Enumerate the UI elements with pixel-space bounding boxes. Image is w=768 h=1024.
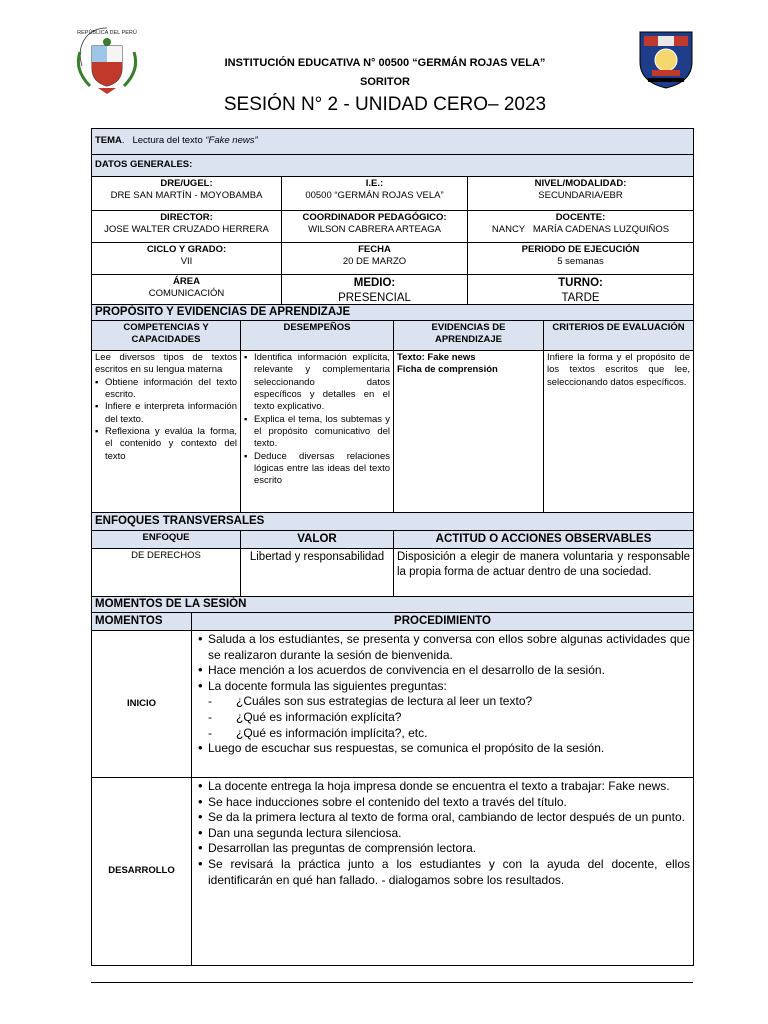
col-valor: VALOR: [241, 531, 394, 549]
proposito-heading: PROPÓSITO Y EVIDENCIAS DE APRENDIZAJE: [92, 305, 694, 321]
medio-label: MEDIO:: [353, 277, 396, 289]
turno-label: TURNO:: [558, 277, 603, 289]
list-item: • La docente entrega la hoja impresa donde se encuentra el texto a trabajar: Fake news.: [198, 779, 690, 795]
col-evidencias: EVIDENCIAS DE APRENDIZAJE: [394, 321, 544, 351]
periodo-label: PERIODO DE EJECUCIÓN: [521, 244, 640, 255]
list-item: • La docente formula las siguientes preguntas:: [198, 679, 690, 695]
valor-value: Libertad y responsabilidad: [241, 548, 394, 600]
evidencia-ficha: Ficha de comprensión: [397, 364, 498, 376]
docente-value: NANCY MARÍA CADENAS LUZQUIÑOS: [491, 224, 670, 236]
list-item: • Desarrollan las preguntas de comprensión lectora.: [198, 841, 690, 857]
area-label: ÁREA: [173, 276, 200, 287]
list-item: • Saluda a los estudiantes, se presenta y conversa con ellos sobre algunas actividades que se realizaron durante la sesión de bienvenida.: [198, 632, 690, 663]
col-enfoque: ENFOQUE: [92, 531, 241, 549]
ciclo-value: VII: [180, 256, 193, 268]
col-momentos: MOMENTOS: [92, 613, 192, 631]
ciclo-label: CICLO Y GRADO:: [146, 244, 227, 255]
dre-value: DRE SAN MARTÍN - MOYOBAMBA: [110, 190, 263, 202]
periodo-value: 5 semanas: [557, 256, 604, 268]
coordinador-value: WILSON CABRERA ARTEAGA: [308, 224, 441, 236]
list-item: ▪ Reflexiona y evalúa la forma, el contenido y contexto del texto: [95, 426, 237, 463]
coordinador-label: COORDINADOR PEDAGÓGICO:: [302, 212, 447, 223]
list-item: ▪ Obtiene información del texto escrito.: [95, 377, 237, 402]
footer-divider: [91, 982, 693, 983]
desempenos-list: [244, 352, 390, 488]
list-item: • Se da la primera lectura al texto de forma oral, cambiando de lector después de un punto.: [198, 810, 690, 826]
tema-value: “Fake news”: [205, 135, 258, 147]
actitud-value: Disposición a elegir de manera voluntaria y responsable la propia forma de actuar dentro de una sociedad.: [394, 548, 694, 600]
enfoque-value: DE DERECHOS: [92, 548, 241, 600]
general-data-table: [91, 128, 694, 308]
list-item: - ¿Cuáles son sus estrategias de lectura al leer un texto?: [208, 694, 690, 710]
list-item: - ¿Qué es información explícita?: [208, 710, 690, 726]
turno-value: TARDE: [561, 291, 600, 304]
col-desempenos: DESEMPEÑOS: [241, 321, 394, 351]
institution-name: INSTITUCIÓN EDUCATIVA N° 00500 “GERMÁN ROJAS VELA”: [224, 57, 546, 69]
list-item: • Se hace inducciones sobre el contenido del texto a través del título.: [198, 795, 690, 811]
list-item: - ¿Qué es información implícita?, etc.: [208, 726, 690, 742]
datos-generales-heading: DATOS GENERALES:: [92, 155, 694, 177]
enfoques-table: [91, 512, 694, 601]
medio-value: PRESENCIAL: [338, 291, 411, 304]
area-value: COMUNICACIÓN: [148, 288, 225, 300]
inicio-label: INICIO: [92, 630, 192, 777]
nivel-label: NIVEL/MODALIDAD:: [534, 178, 627, 189]
ie-label: I.E.:: [365, 178, 384, 189]
questions-list: [198, 694, 690, 741]
tema-label: TEMA: [95, 135, 122, 147]
list-item: ▪ Explica el tema, los subtemas y el propósito comunicativo del texto.: [244, 414, 390, 451]
enfoques-heading: ENFOQUES TRANSVERSALES: [92, 513, 694, 531]
col-criterios: CRITERIOS DE EVALUACIÓN: [544, 321, 694, 351]
list-item: • Se revisará la práctica junto a los estudiantes y con la ayuda del docente, ellos identificarán en qué han fallado. - dialogamos sobre los resultados.: [198, 857, 690, 888]
list-item: ▪ Infiere e interpreta información del texto.: [95, 401, 237, 426]
momentos-table: [91, 596, 694, 966]
proposito-table: [91, 304, 694, 517]
col-procedimiento: PROCEDIMIENTO: [192, 613, 694, 631]
col-competencias: COMPETENCIAS Y CAPACIDADES: [92, 321, 241, 351]
director-label: DIRECTOR:: [160, 212, 213, 223]
fecha-label: FECHA: [358, 244, 391, 255]
inicio-list: [198, 632, 690, 694]
inicio-list-end: [198, 741, 690, 757]
desarrollo-list: [198, 779, 690, 888]
svg-text:REPÚBLICA DEL PERÚ: REPÚBLICA DEL PERÚ: [77, 30, 137, 36]
list-item: • Hace mención a los acuerdos de convivencia en el desarrollo de la sesión.: [198, 663, 690, 679]
nivel-value: SECUNDARIA/EBR: [538, 190, 623, 202]
school-badge-icon: [636, 28, 696, 90]
list-item: • Dan una segunda lectura silenciosa.: [198, 826, 690, 842]
docente-label: DOCENTE:: [555, 212, 606, 223]
list-item: ▪ Identifica información explícita, relevante y complementaria seleccionando datos específicos y detalles en el texto explicativo.: [244, 352, 390, 414]
col-actitud: ACTITUD O ACCIONES OBSERVABLES: [394, 531, 694, 549]
capacidades-list: [95, 377, 237, 463]
list-item: • Luego de escuchar sus respuestas, se comunica el propósito de la sesión.: [198, 741, 690, 757]
criterio-text: Infiere la forma y el propósito de los textos escritos que lee, seleccionando datos específicos.: [544, 351, 694, 517]
peru-coat-of-arms-icon: [68, 22, 146, 100]
tema-row: TEMA. Lectura del texto “Fake news”: [92, 129, 694, 155]
ie-value: 00500 “GERMÁN ROJAS VELA”: [305, 190, 444, 202]
momentos-heading: MOMENTOS DE LA SESIÓN: [92, 597, 694, 613]
list-item: ▪ Deduce diversas relaciones lógicas entre las ideas del texto escrito: [244, 451, 390, 488]
fecha-value: 20 DE MARZO: [342, 256, 407, 268]
session-title: SESIÓN N° 2 - UNIDAD CERO– 2023: [223, 94, 547, 115]
desarrollo-label: DESARROLLO: [92, 777, 192, 965]
document-header: [0, 0, 768, 128]
dre-label: DRE/UGEL:: [160, 178, 213, 189]
institution-location: SORITOR: [360, 76, 410, 88]
competencia-text: Lee diversos tipos de textos escritos en su lengua materna: [95, 352, 237, 376]
tema-prefix: Lectura del texto: [132, 135, 203, 147]
director-value: JOSE WALTER CRUZADO HERRERA: [104, 224, 269, 236]
evidencia-texto: Texto: Fake news: [397, 352, 476, 363]
